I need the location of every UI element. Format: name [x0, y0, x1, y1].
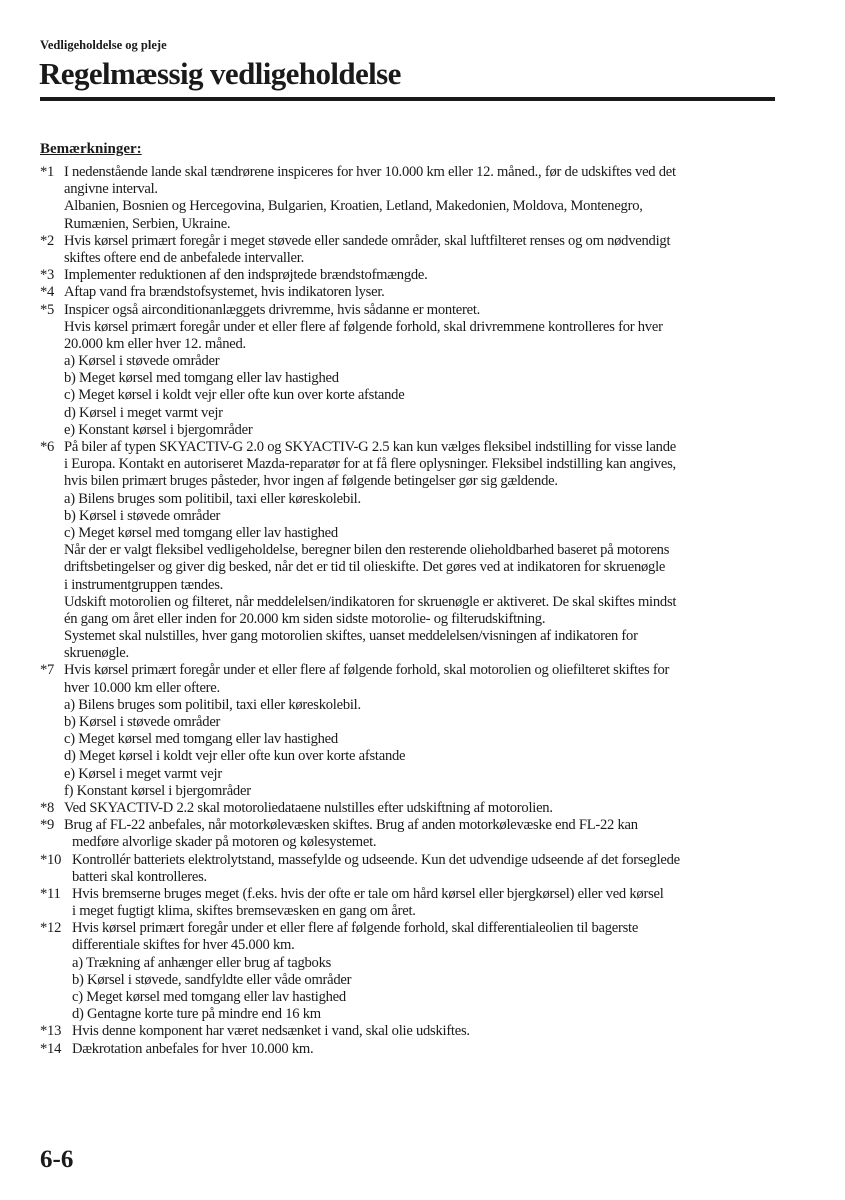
note-marker: *10 — [40, 851, 62, 868]
note-item — [40, 852, 800, 869]
note-line — [40, 697, 800, 714]
note-text: e) Konstant kørsel i bjergområder — [64, 421, 253, 438]
note-text: skruenøgle. — [64, 645, 129, 662]
note-marker: *14 — [40, 1040, 62, 1057]
note-line — [40, 577, 800, 594]
notes-list — [40, 164, 800, 1058]
note-text: c) Meget kørsel med tomgang eller lav hastighed — [72, 989, 346, 1005]
note-text: I nedenstående lande skal tændrørene inspiceres for hver 10.000 km eller 12. måned., før de udskiftes ved det — [64, 164, 676, 180]
note-text: b) Kørsel i støvede områder — [64, 714, 221, 730]
note-line — [40, 594, 800, 611]
note-item — [40, 1041, 800, 1058]
note-line — [40, 405, 800, 422]
note-text: b) Kørsel i støvede, sandfyldte eller våde områder — [72, 971, 352, 988]
note-text: Brug af FL-22 anbefales, når motorkølevæsken skiftes. Brug af anden motorkølevæske end FL-22 kan — [64, 817, 638, 834]
note-line — [40, 731, 800, 748]
note-text: b) Kørsel i støvede områder — [64, 507, 221, 524]
note-text: i Europa. Kontakt en autoriseret Mazda-reparatør for at få flere oplysninger. Fleksibel indstilling kan angives, — [64, 456, 676, 473]
note-text: i meget fugtigt klima, skiftes bremsevæsken en gang om året. — [72, 903, 416, 920]
note-item — [40, 439, 800, 456]
note-text: batteri skal kontrolleres. — [72, 868, 207, 885]
note-item — [40, 284, 800, 301]
note-item — [40, 267, 800, 284]
note-marker: *12 — [40, 920, 62, 937]
note-line — [40, 748, 800, 765]
note-text: Kontrollér batteriets elektrolytstand, massefylde og udseende. Kun det udvendige udseende af det forseglede — [72, 851, 680, 868]
note-text: én gang om året eller inden for 20.000 km siden sidste motorolie- og filterudskiftning. — [64, 610, 546, 627]
note-marker: *4 — [40, 284, 55, 301]
note-text: b) Meget kørsel med tomgang eller lav hastighed — [64, 370, 339, 387]
note-text: Inspicer også airconditionanlæggets drivremme, hvis sådanne er monteret. — [64, 301, 481, 318]
note-line — [40, 559, 800, 576]
note-text: d) Gentagne korte ture på mindre end 16 km — [72, 1006, 321, 1023]
note-line — [40, 387, 800, 404]
title-divider — [40, 97, 775, 101]
note-text: c) Meget kørsel i koldt vejr eller ofte kun over korte afstande — [64, 387, 405, 404]
note-item — [40, 817, 800, 834]
note-line — [40, 216, 800, 233]
note-marker: *6 — [40, 439, 55, 455]
note-marker: *5 — [40, 301, 55, 318]
note-line — [40, 766, 800, 783]
note-marker: *13 — [40, 1023, 62, 1040]
notes-heading: Bemærkninger: — [40, 141, 142, 157]
note-text: c) Meget kørsel med tomgang eller lav hastighed — [64, 524, 338, 541]
note-line — [40, 645, 800, 662]
note-text: a) Bilens bruges som politibil, taxi eller køreskolebil. — [64, 490, 361, 507]
note-text: Hvis kørsel primært foregår under et eller flere af følgende forhold, skal drivremmene kontrolleres for hver — [64, 318, 663, 335]
note-line — [40, 937, 800, 954]
note-marker: *7 — [40, 662, 55, 679]
note-line — [40, 491, 800, 508]
note-line — [40, 714, 800, 731]
note-item — [40, 662, 800, 679]
note-marker: *3 — [40, 267, 55, 284]
note-line — [40, 456, 800, 473]
note-line — [40, 869, 800, 886]
page-number: 6-6 — [40, 1146, 74, 1173]
note-line — [40, 473, 800, 490]
note-line — [40, 972, 800, 989]
note-text: d) Kørsel i meget varmt vejr — [64, 404, 223, 421]
note-text: Systemet skal nulstilles, hver gang motorolien skiftes, uanset meddelelsen/visningen af indikatoren for — [64, 628, 638, 645]
note-text: Dækrotation anbefales for hver 10.000 km. — [72, 1040, 314, 1057]
note-text: hver 10.000 km eller oftere. — [64, 679, 220, 696]
page-title: Regelmæssig vedligeholdelse — [39, 56, 401, 91]
note-marker: *8 — [40, 799, 55, 816]
note-text: Ved SKYACTIV-D 2.2 skal motoroliedataene nulstilles efter udskiftning af motorolien. — [64, 799, 553, 816]
note-item — [40, 233, 800, 250]
note-text: medføre alvorlige skader på motoren og kølesystemet. — [72, 834, 377, 851]
note-text: a) Bilens bruges som politibil, taxi eller køreskolebil. — [64, 696, 361, 713]
note-line — [40, 525, 800, 542]
note-line — [40, 1006, 800, 1023]
note-text: Hvis bremserne bruges meget (f.eks. hvis der ofte er tale om hård kørsel eller bjergkørsel) eller ved kørsel — [72, 885, 664, 902]
note-marker: *11 — [40, 885, 61, 902]
note-text: d) Meget kørsel i koldt vejr eller ofte kun over korte afstande — [64, 748, 406, 765]
note-item — [40, 800, 800, 817]
note-item — [40, 164, 800, 181]
note-line — [40, 422, 800, 439]
note-line — [40, 319, 800, 336]
note-text: a) Kørsel i støvede områder — [64, 353, 220, 370]
note-line — [40, 611, 800, 628]
note-text: Udskift motorolien og filteret, når meddelelsen/indikatoren for skruenøgle er aktiveret. De skal skiftes mindst — [64, 593, 677, 610]
note-line — [40, 181, 800, 198]
note-line — [40, 508, 800, 525]
note-text: Hvis kørsel primært foregår under et eller flere af følgende forhold, skal motorolien og oliefilteret skiftes for — [64, 662, 670, 679]
note-text: c) Meget kørsel med tomgang eller lav hastighed — [64, 731, 338, 748]
note-marker: *9 — [40, 817, 55, 834]
note-text: Når der er valgt fleksibel vedligeholdelse, beregner bilen den resterende olieholdbarhed baseret på motorens — [64, 542, 670, 559]
note-text: driftsbetingelser og giver dig besked, når det er tid til olieskifte. Det gøres ved at indikatoren for skruenøgle — [64, 559, 666, 576]
note-text: Hvis kørsel primært foregår i meget støvede eller sandede områder, skal luftfilteret renses og om nødvendigt — [64, 232, 671, 249]
note-item — [40, 920, 800, 937]
note-text: Hvis denne komponent har været nedsænket i vand, skal olie udskiftes. — [72, 1023, 470, 1040]
note-text: angivne interval. — [64, 181, 158, 198]
note-item — [40, 1023, 800, 1040]
note-text: skiftes oftere end de anbefalede intervaller. — [64, 249, 304, 266]
note-item — [40, 302, 800, 319]
note-marker: *1 — [40, 164, 55, 180]
note-marker: *2 — [40, 232, 55, 249]
note-line — [40, 903, 800, 920]
note-line — [40, 628, 800, 645]
note-text: a) Trækning af anhænger eller brug af tagboks — [72, 954, 332, 971]
note-line — [40, 955, 800, 972]
note-item — [40, 886, 800, 903]
note-line — [40, 198, 800, 215]
note-line — [40, 250, 800, 267]
note-text: Implementer reduktionen af den indsprøjtede brændstofmængde. — [64, 267, 428, 284]
note-text: i instrumentgruppen tændes. — [64, 576, 224, 593]
note-line — [40, 834, 800, 851]
note-line — [40, 370, 800, 387]
note-text: hvis bilen primært bruges påsteder, hvor ingen af følgende betingelser gør sig gældende. — [64, 473, 558, 490]
note-line — [40, 989, 800, 1006]
note-line — [40, 680, 800, 697]
note-text: Albanien, Bosnien og Hercegovina, Bulgarien, Kroatien, Letland, Makedonien, Moldova, Montenegro, — [64, 198, 643, 215]
note-text: f) Konstant kørsel i bjergområder — [64, 782, 251, 799]
note-line — [40, 783, 800, 800]
note-text: På biler af typen SKYACTIV-G 2.0 og SKYACTIV-G 2.5 kan kun vælges fleksibel indstilling for visse lande — [64, 439, 676, 455]
note-text: differentiale skiftes for hver 45.000 km. — [72, 937, 295, 954]
note-text: 20.000 km eller hver 12. måned. — [64, 335, 246, 352]
section-header: Vedligeholdelse og pleje — [40, 38, 167, 52]
note-text: Hvis kørsel primært foregår under et eller flere af følgende forhold, skal differentialeolien til bagerste — [72, 920, 639, 937]
note-line — [40, 542, 800, 559]
note-text: Rumænien, Serbien, Ukraine. — [64, 215, 231, 232]
note-line — [40, 353, 800, 370]
note-text: e) Kørsel i meget varmt vejr — [64, 765, 222, 782]
note-text: Aftap vand fra brændstofsystemet, hvis indikatoren lyser. — [64, 284, 385, 301]
note-line — [40, 336, 800, 353]
